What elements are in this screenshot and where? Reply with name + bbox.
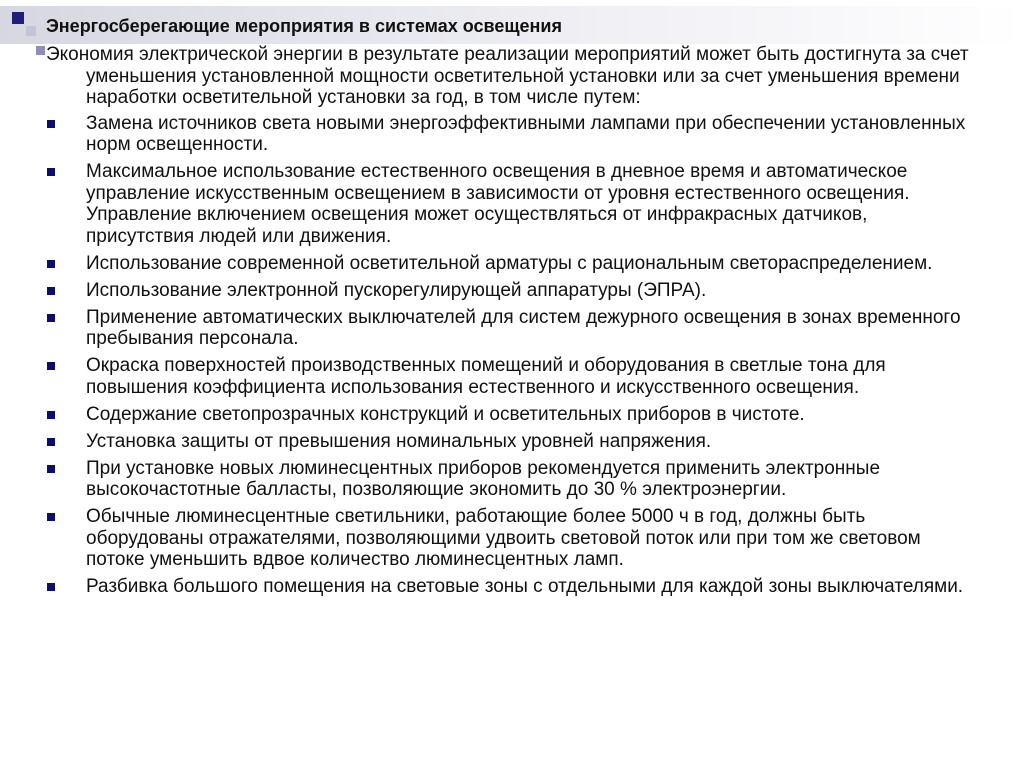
list-item-text: Содержание светопрозрачных конструкций и осветительных приборов в чистоте. xyxy=(86,403,805,425)
square-bullet-icon xyxy=(47,287,55,295)
square-bullet-icon xyxy=(47,314,55,322)
list-item xyxy=(46,113,976,156)
list-item xyxy=(46,280,976,302)
list-item-text: Замена источников света новыми энергоэффективными лампами при обеспечении установленных норм освещенности. xyxy=(86,112,966,155)
square-bullet-icon xyxy=(47,362,55,370)
square-bullet-icon xyxy=(47,260,55,268)
decor-square-icon xyxy=(26,26,36,36)
list-item-text: Максимальное использование естественного освещения в дневное время и автоматическое управление искусственным освещением в зависимости от уровня естественного освещения. Управление включением освещения может осуществляться от инфракрасных датчиков, присутствия людей или движения. xyxy=(86,161,910,247)
square-bullet-icon xyxy=(47,120,55,128)
decor-square-icon xyxy=(12,12,24,24)
list-item xyxy=(46,458,976,501)
square-bullet-icon xyxy=(47,465,55,473)
square-bullet-icon xyxy=(47,168,55,176)
list-item xyxy=(46,506,976,571)
list-item-text: Применение автоматических выключателей для систем дежурного освещения в зонах временного пребывания персонала. xyxy=(86,306,961,349)
list-item xyxy=(46,404,976,426)
list-item-text: Разбивка большого помещения на световые зоны с отдельными для каждой зоны выключателями. xyxy=(86,576,964,597)
list-item-text: Установка защиты от превышения номинальных уровней напряжения. xyxy=(86,430,712,452)
list-item-text: Использование современной осветительной арматуры с рациональным светораспределением. xyxy=(86,252,933,274)
intro-paragraph: Экономия электрической энергии в результате реализации мероприятий может быть достигнута за счет уменьшения установленной мощности осветительной установки или за счет уменьшения времени наработки осветительной установки за год, в том числе путем: xyxy=(46,44,969,108)
slide-title: Энергосберегающие мероприятия в системах освещения xyxy=(46,16,562,36)
square-bullet-icon xyxy=(47,513,55,521)
list-item xyxy=(46,253,976,275)
square-bullet-icon xyxy=(47,438,55,446)
list-item xyxy=(46,431,976,453)
decor-square-icon xyxy=(36,46,45,55)
slide-content xyxy=(46,44,976,603)
list-item xyxy=(46,161,976,247)
square-bullet-icon xyxy=(47,411,55,419)
list-item-text: Обычные люминесцентные светильники, работающие более 5000 ч в год, должны быть оборудованы отражателями, позволяющими удвоить световой поток или при том же световом потоке уменьшить вдвое количество люминесцентных ламп. xyxy=(86,506,921,570)
list-item-text: Использование электронной пускорегулирующей аппаратуры (ЭПРА). xyxy=(86,279,707,301)
square-bullet-icon xyxy=(47,583,55,591)
list-item xyxy=(46,576,976,598)
list-item-text: При установке новых люминесцентных приборов рекомендуется применить электронные высокочастотные балласты, позволяющие экономить до 30 % электроэнергии. xyxy=(86,457,881,500)
bullet-list xyxy=(46,113,976,598)
list-item xyxy=(46,355,976,398)
list-item xyxy=(46,307,976,350)
list-item-text: Окраска поверхностей производственных помещений и оборудования в светлые тона для повышения коэффициента использования естественного и искусственного освещения. xyxy=(86,355,886,398)
